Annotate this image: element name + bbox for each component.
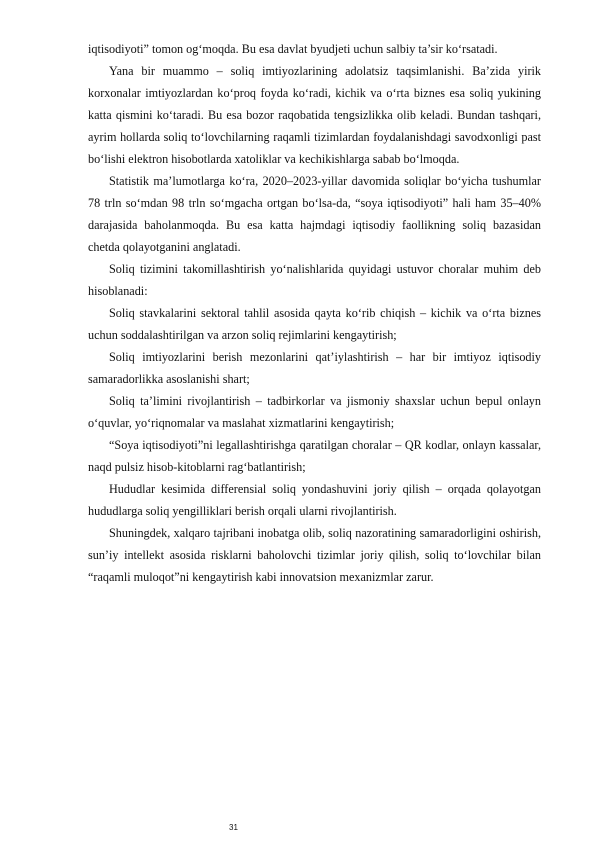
document-page bbox=[88, 38, 541, 588]
list-item-regional-approach: Hududlar kesimida differensial soliq yondashuvini joriy qilish – orqada qolayotgan hududlarga soliq yengilliklari berish orqali ularni rivojlantirish. bbox=[88, 482, 541, 518]
paragraph-continuation: iqtisodiyoti” tomon og‘moqda. Bu esa davlat byudjeti uchun salbiy ta’sir ko‘rsatadi. bbox=[88, 42, 498, 56]
paragraph-problem: Yana bir muammo – soliq imtiyozlarining adolatsiz taqsimlanishi. Ba’zida yirik korxonalar imtiyozlardan ko‘proq foyda ko‘radi, kichik va o‘rta biznes esa soliq yukining katta qismini ko‘taradi. Bu esa bozor raqobatida tengsizlikka olib keladi. Bundan tashqari, ayrim hollarda soliq to‘lovchilarning raqamli tizimlardan foydalanishdagi savodxonligi past bo‘lishi elektron hisobotlarda xatoliklar va kechikishlarga sabab bo‘lmoqda. bbox=[88, 64, 541, 166]
list-item-shadow-economy: “Soya iqtisodiyoti”ni legallashtirishga qaratilgan choralar – QR kodlar, onlayn kassalar, naqd pulsiz hisob-kitoblarni rag‘batlantirish; bbox=[88, 438, 541, 474]
list-item-tax-rates: Soliq stavkalarini sektoral tahlil asosida qayta ko‘rib chiqish – kichik va o‘rta biznes uchun soddalashtirilgan va arzon soliq rejimlarini kengaytirish; bbox=[88, 306, 541, 342]
paragraph-statistics: Statistik ma’lumotlarga ko‘ra, 2020–2023-yillar davomida soliqlar bo‘yicha tushumlar 78 trln so‘mdan 98 trln so‘mgacha ortgan bo‘lsa-da, “soya iqtisodiyoti” hali ham 35–40% darajasida baholanmoqda. Bu esa katta hajmdagi iqtisodiy faollikning soliq bazasidan chetda qolayotganini anglatadi. bbox=[88, 174, 541, 254]
paragraph-conclusion: Shuningdek, xalqaro tajribani inobatga olib, soliq nazoratining samaradorligini oshirish, sun’iy intellekt asosida risklarni baholovchi tizimlar joriy qilish, soliq to‘lovchilar bilan “raqamli muloqot”ni kengaytirish kabi innovatsion mexanizmlar zarur. bbox=[88, 526, 541, 584]
list-item-tax-benefits: Soliq imtiyozlarini berish mezonlarini qat’iylashtirish – har bir imtiyoz iqtisodiy samaradorlikka asoslanishi shart; bbox=[88, 350, 541, 386]
paragraph-priorities-intro: Soliq tizimini takomillashtirish yo‘nalishlarida quyidagi ustuvor choralar muhim deb hisoblanadi: bbox=[88, 262, 541, 298]
page-number: 31 bbox=[229, 823, 238, 832]
list-item-tax-education: Soliq ta’limini rivojlantirish – tadbirkorlar va jismoniy shaxslar uchun bepul onlayn o‘quvlar, yo‘riqnomalar va maslahat xizmatlarini kengaytirish; bbox=[88, 394, 541, 430]
